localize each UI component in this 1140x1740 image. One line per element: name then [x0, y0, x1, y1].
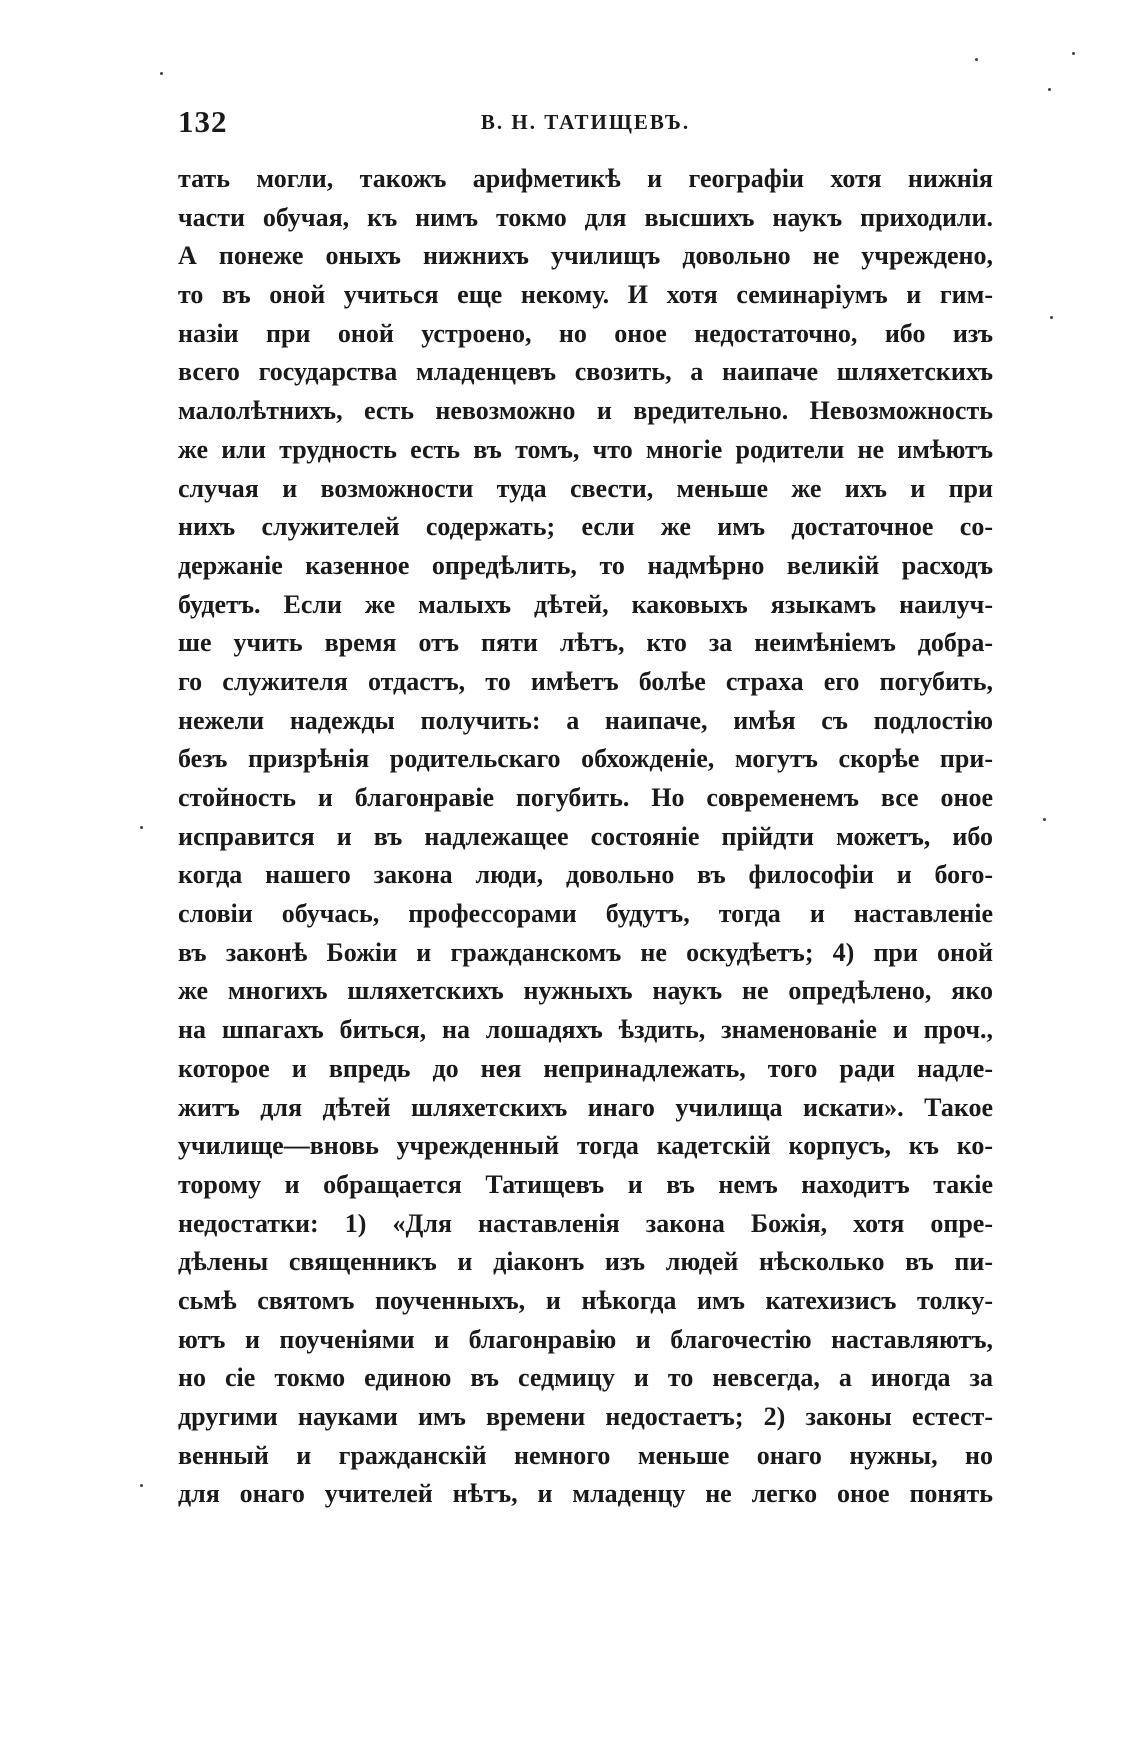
- text-line: назіи при оной устроено, но оное недостаточно, ибо изъ: [178, 318, 993, 348]
- text-line: го служителя отдастъ, то имѣетъ болѣе страха его погубить,: [178, 666, 993, 696]
- running-head: [178, 104, 993, 144]
- text-line: венный и гражданскій немного меньше онаго нужны, но: [178, 1440, 993, 1470]
- scan-speck: [1048, 88, 1051, 91]
- text-line: держаніе казенное опредѣлить, то надмѣрно великій расходъ: [178, 550, 993, 580]
- text-line: но сіе токмо единою въ седмицу и то невсегда, а иногда за: [178, 1363, 993, 1393]
- text-line: то въ оной учиться еще некому. И хотя семинаріумъ и гим-: [178, 280, 993, 310]
- text-line: исправится и въ надлежащее состояніе прійдти можетъ, ибо: [178, 821, 993, 851]
- scan-speck: [140, 826, 143, 829]
- text-line: А понеже оныхъ нижнихъ училищъ довольно не учреждено,: [178, 241, 993, 271]
- text-line: стойность и благонравіе погубить. Но современемъ все оное: [178, 783, 993, 812]
- text-line: нежели надежды получить: а наипаче, имѣя съ подлостію: [178, 705, 993, 735]
- text-line: училище—вновь учрежденный тогда кадетскій корпусъ, къ ко-: [178, 1131, 993, 1161]
- text-line: нихъ служителей содержать; если же имъ достаточное со-: [178, 512, 993, 542]
- text-line: же или трудность есть въ томъ, что многіе родители не имѣютъ: [178, 434, 993, 464]
- text-line: когда нашего закона люди, довольно въ философіи и бого-: [178, 860, 993, 890]
- scan-speck: [1072, 52, 1075, 55]
- text-line: въ законѣ Божіи и гражданскомъ не оскудѣетъ; 4) при оной: [178, 937, 993, 967]
- text-line: для онаго учителей нѣтъ, и младенцу не легко оное понять: [178, 1479, 993, 1509]
- text-line: части обучая, къ нимъ токмо для высшихъ наукъ приходили.: [178, 202, 993, 232]
- scan-speck: [160, 72, 163, 75]
- text-line: ютъ и поученіями и благонравію и благочестію наставляютъ,: [178, 1324, 993, 1354]
- text-line: которое и впредь до нея непринадлежать, того ради надле-: [178, 1053, 993, 1083]
- text-line: дѣлены священникъ и діаконъ изъ людей нѣсколько въ пи-: [178, 1247, 993, 1277]
- scan-speck: [1050, 316, 1053, 319]
- scan-speck: [140, 1484, 143, 1487]
- text-line: житъ для дѣтей шляхетскихъ инаго училища искати». Такое: [178, 1092, 993, 1122]
- scan-speck: [1043, 818, 1046, 821]
- text-line: случая и возможности туда свести, меньше же ихъ и при: [178, 473, 993, 503]
- text-line: недостатки: 1) «Для наставленія закона Божія, хотя опре-: [178, 1208, 993, 1238]
- text-line: ше учить время отъ пяти лѣтъ, кто за неимѣніемъ добра-: [178, 628, 993, 658]
- text-line: будетъ. Если же малыхъ дѣтей, каковыхъ языкамъ наилуч-: [178, 589, 993, 619]
- text-line: на шпагахъ биться, на лошадяхъ ѣздить, знаменованіе и проч.,: [178, 1015, 993, 1045]
- body-text: [178, 160, 993, 1514]
- text-line: другими науками имъ времени недостаетъ; 2) законы естест-: [178, 1402, 993, 1431]
- page-number: 132: [178, 104, 228, 139]
- text-line: словіи обучась, профессорами будутъ, тогда и наставленіе: [178, 899, 993, 929]
- text-line: торому и обращается Татищевъ и въ немъ находитъ такіе: [178, 1169, 993, 1199]
- running-title: В. Н. ТАТИЩЕВЪ.: [480, 110, 691, 134]
- text-line: всего государства младенцевъ свозить, а наипаче шляхетскихъ: [178, 357, 993, 387]
- text-line: малолѣтнихъ, есть невозможно и вредительно. Невозможность: [178, 396, 993, 426]
- text-line: тать могли, такожъ арифметикѣ и географіи хотя нижнія: [178, 164, 993, 193]
- text-line: безъ призрѣнія родительскаго обхожденіе, могутъ скорѣе при-: [178, 744, 993, 774]
- text-line: сьмѣ святомъ поученныхъ, и нѣкогда имъ катехизисъ толку-: [178, 1285, 993, 1315]
- scan-speck: [975, 58, 978, 61]
- text-line: же многихъ шляхетскихъ нужныхъ наукъ не опредѣлено, яко: [178, 976, 993, 1006]
